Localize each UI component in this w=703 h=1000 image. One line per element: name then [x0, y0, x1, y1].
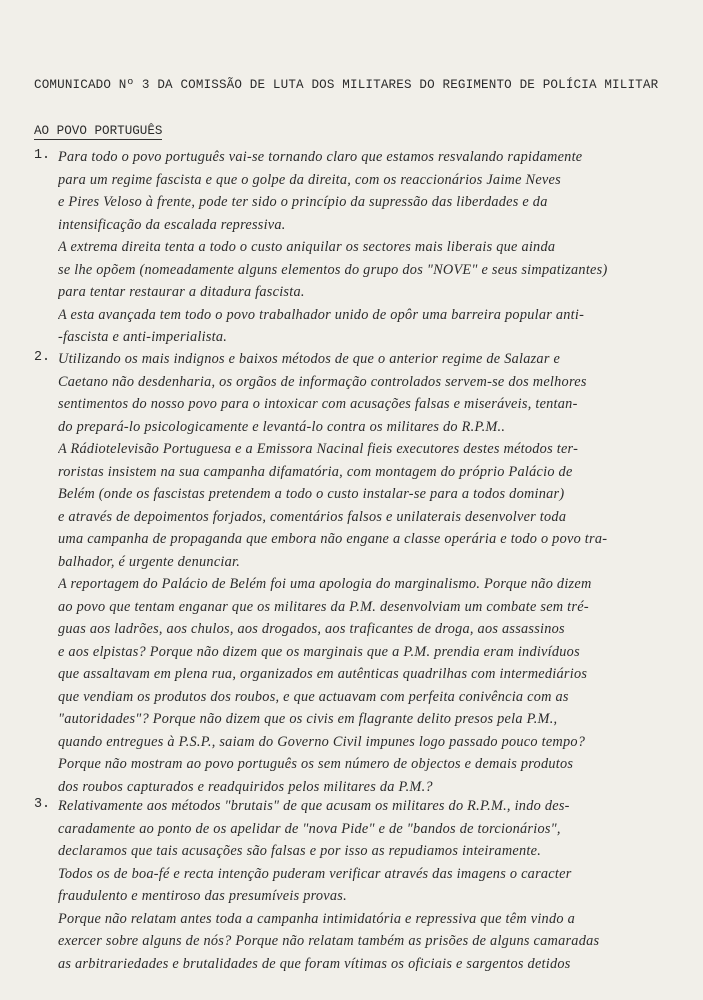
text-line: ao povo que tentam enganar que os militares da P.M. desenvolviam um combate sem tré- [58, 598, 589, 615]
text-line: Porque não relatam antes toda a campanha intimidatória e repressiva que têm vindo a [58, 910, 575, 927]
text-line: A reportagem do Palácio de Belém foi uma apologia do marginalismo. Porque não dizem [58, 576, 592, 592]
paragraph-number: 1. [34, 148, 51, 163]
text-line: intensificação da escalada repressiva. [58, 216, 286, 233]
text-line: exercer sobre alguns de nós? Porque não relatam também as prisões de alguns camaradas [58, 933, 600, 949]
text-line: Porque não mostram ao povo português os sem número de objectos e demais produtos [58, 756, 574, 772]
text-line: A extrema direita tenta a todo o custo aniquilar os sectores mais liberais que ainda [58, 239, 556, 255]
text-line: uma campanha de propaganda que embora não engane a classe operária e todo o povo tra- [58, 531, 608, 547]
text-line: "autoridades"? Porque não dizem que os civis em flagrante delito presos pela P.M., [58, 711, 558, 727]
text-line: que assaltavam em plena rua, organizados em autênticas quadrilhas com intermediários [58, 666, 588, 682]
text-line: e aos elpistas? Porque não dizem que os marginais que a P.M. prendia eram indivíduos [58, 643, 580, 660]
text-line: e através de depoimentos forjados, comentários falsos e unilaterais desenvolver toda [58, 508, 567, 525]
text-line: Todos os de boa-fé e recta intenção puderam verificar através das imagens o caracter [58, 865, 572, 882]
text-line: -fascista e anti-imperialista. [58, 329, 228, 345]
text-line: fraudulento e mentiroso das presumíveis provas. [58, 888, 347, 904]
text-line: Para todo o povo português vai-se tornando claro que estamos resvalando rapidamente [58, 149, 583, 165]
text-line: e Pires Veloso à frente, pode ter sido o princípio da supressão das liberdades e da [58, 194, 548, 210]
document-header: COMUNICADO Nº 3 DA COMISSÃO DE LUTA DOS MILITARES DO REGIMENTO DE POLÍCIA MILITAR [34, 78, 659, 92]
paragraph-text [58, 795, 698, 975]
text-line: que vendiam os produtos dos roubos, e que actuavam com perfeita conivência com as [58, 688, 569, 705]
text-line: sentimentos do nosso povo para o intoxicar com acusações falsas e miseráveis, tentan- [58, 396, 578, 412]
text-line: balhador, é urgente denunciar. [58, 553, 241, 570]
text-line: Caetano não desdenharia, os orgãos de informação controlados servem-se dos melhores [58, 373, 587, 390]
text-line: as arbitrariedades e brutalidades de que foram vítimas os oficiais e sargentos detidos [58, 955, 571, 972]
paragraph-number: 3. [34, 797, 51, 812]
text-line: Utilizando os mais indignos e baixos métodos de que o anterior regime de Salazar e [58, 351, 561, 367]
text-line: Relativamente aos métodos "brutais" de que acusam os militares do R.P.M., indo des- [58, 798, 570, 814]
text-line: para um regime fascista e que o golpe da direita, com os reaccionários Jaime Neves [58, 171, 561, 188]
paragraph-number: 2. [34, 350, 51, 365]
text-line: quando entregues à P.S.P., saiam do Governo Civil impunes logo passado pouco tempo? [58, 733, 586, 750]
paragraph-text [58, 146, 698, 349]
text-line: declaramos que tais acusações são falsas e por isso as repudiamos inteiramente. [58, 843, 542, 859]
text-line: A Rádiotelevisão Portuguesa e a Emissora Nacinal fieis executores destes métodos ter- [58, 441, 579, 457]
text-line: guas aos ladrões, aos chulos, aos drogados, aos traficantes de droga, aos assassinos [58, 621, 565, 637]
text-line: roristas insistem na sua campanha difamatória, com montagem do próprio Palácio de [58, 463, 573, 480]
text-line: dos roubos capturados e readquiridos pelos militares da P.M.? [58, 778, 433, 795]
paragraph-text [58, 348, 698, 798]
text-line: do prepará-lo psicologicamente e levantá-lo contra os militares do R.P.M.. [58, 418, 506, 435]
text-line: Belém (onde os fascistas pretendem a todo o custo instalar-se para a todos dominar) [58, 486, 565, 502]
salutation-heading: AO POVO PORTUGUÊS [34, 124, 163, 138]
text-line: para tentar restaurar a ditadura fascista. [58, 284, 305, 300]
text-line: caradamente ao ponto de os apelidar de "nova Pide" e de "bandos de torcionários", [58, 820, 561, 837]
text-line: A esta avançada tem todo o povo trabalhador unido de opôr uma barreira popular anti- [58, 306, 585, 323]
text-line: se lhe opõem (nomeadamente alguns elementos do grupo dos "NOVE" e seus simpatizantes) [58, 261, 608, 278]
